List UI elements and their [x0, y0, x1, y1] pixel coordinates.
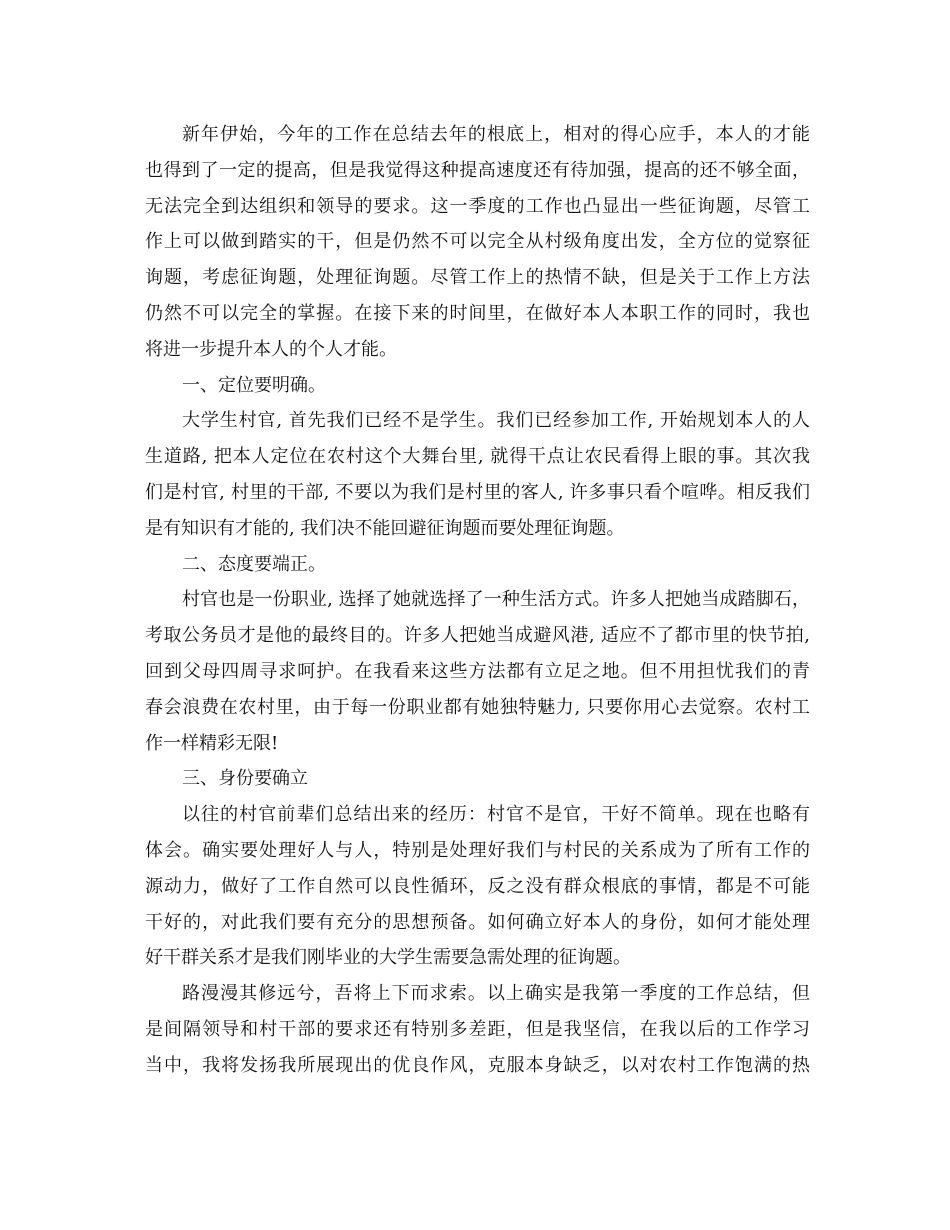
text-line: 村官也是一份职业, 选择了她就选择了一种生活方式。许多人把她当成踏脚石，: [182, 589, 810, 611]
text-line: 新年伊始，今年的工作在总结去年的根底上，相对的得心应手，本人的才能: [182, 124, 810, 145]
text-line: 仍然不可以完全的掌握。在接下来的时间里，在做好本人本职工作的同时，我也: [145, 302, 810, 324]
text-line: 询题，考虑征询题，处理征询题。尽管工作上的热情不缺，但是关于工作上方法: [145, 267, 810, 289]
text-line: 一、定位要明确。: [182, 374, 326, 396]
text-line: 以往的村官前辈们总结出来的经历：村官不是官，干好不简单。现在也略有: [182, 804, 810, 826]
text-line: 大学生村官, 首先我们已经不是学生。我们已经参加工作, 开始规划本人的人: [182, 410, 810, 432]
text-line: 三、身份要确立: [182, 768, 308, 790]
text-line: 干好的，对此我们要有充分的思想预备。如何确立好本人的身份，如何才能处理: [145, 911, 810, 933]
text-line: 源动力，做好了工作自然可以良性循环，反之没有群众根底的事情，都是不可能: [145, 875, 810, 897]
document-body: [145, 117, 810, 1084]
text-line: 好干群关系才是我们刚毕业的大学生需要急需处理的征询题。: [145, 947, 631, 969]
text-line: 无法完全到达组织和领导的要求。这一季度的工作也凸显出一些征询题，尽管工: [145, 195, 810, 217]
text-line: 春会浪费在农村里，由于每一份职业都有她独特魅力, 只要你用心去觉察。农村工: [145, 696, 810, 718]
text-line: 回到父母四周寻求呵护。在我看来这些方法都有立足之地。但不用担忧我们的青: [145, 660, 810, 682]
text-line: 体会。确实要处理好人与人，特别是处理好我们与村民的关系成为了所有工作的: [145, 839, 810, 861]
text-line: 们是村官, 村里的干部, 不要以为我们是村里的客人, 许多事只看个喧哗。相反我们: [145, 481, 810, 503]
text-line: 是间隔领导和村干部的要求还有特别多差距，但是我坚信，在我以后的工作学习: [145, 1018, 810, 1040]
text-line: 当中，我将发扬我所展现出的优良作风，克服本身缺乏，以对农村工作饱满的热: [145, 1054, 810, 1076]
text-line: 将进一步提升本人的个人才能。: [145, 338, 397, 360]
text-line: 作上可以做到踏实的干，但是仍然不可以完全从村级角度出发，全方位的觉察征: [145, 231, 810, 253]
text-line: 作一样精彩无限!: [145, 732, 279, 754]
text-line: 生道路, 把本人定位在农村这个大舞台里, 就得干点让农民看得上眼的事。其次我: [145, 446, 810, 468]
text-line: 路漫漫其修远兮，吾将上下而求索。以上确实是我第一季度的工作总结，但: [182, 983, 810, 1005]
text-line: 是有知识有才能的, 我们决不能回避征询题而要处理征询题。: [145, 517, 625, 539]
text-line: 考取公务员才是他的最终目的。许多人把她当成避风港, 适应不了都市里的快节拍,: [145, 625, 810, 647]
text-line: 二、态度要端正。: [182, 553, 326, 575]
text-line: 也得到了一定的提高，但是我觉得这种提高速度还有待加强，提高的还不够全面，: [145, 159, 810, 181]
